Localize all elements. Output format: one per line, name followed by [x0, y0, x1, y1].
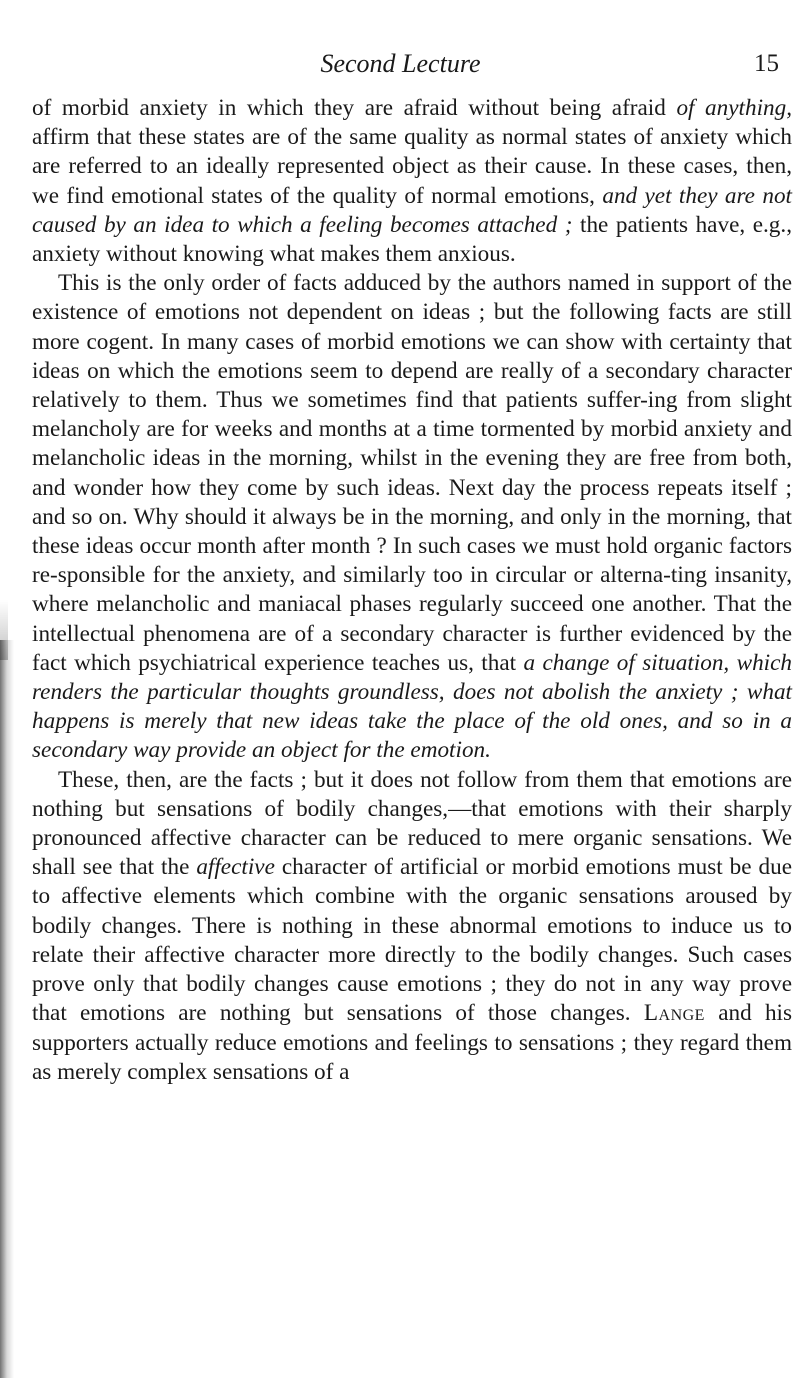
paragraph-1 — [32, 94, 792, 269]
body-text — [32, 94, 792, 1087]
page-number: 15 — [754, 50, 779, 77]
text-run: and his supporters actually reduce emotions and feelings to sensations ; they regard them as merely complex sensations of a — [32, 1000, 792, 1085]
text-run: character of artificial or morbid emotions must be due to affective elements which combine with the organic sensations aroused by bodily changes. There is nothing in these abnormal emotions to induce us to relate their affective character more directly to the bodily changes. Such cases prove only that bodily changes cause emotions ; they do not in any way prove that emotions are nothing but sensations of those changes. — [32, 854, 793, 1027]
small-caps-name: Lange — [643, 1000, 705, 1027]
italic-run: and yet they are not caused by an idea to which a feeling becomes attached ; — [32, 182, 792, 238]
paragraph-2 — [32, 269, 792, 765]
text-run: These, then, are the facts ; but it does not follow from them that emotions are nothing but sensations of bodily changes,—that emotions with their sharply pronounced affective character can be reduced to mere organic sensations. We shall see that the — [32, 766, 792, 881]
italic-run: a change of situation, which renders the particular thoughts groundless, does not abolish the anxiety ; what happens is merely that new ideas take the place of the old ones, and so in a secondary way provide an object for the emotion. — [32, 649, 792, 764]
text-run: affirm that these states are of the same quality as normal states of anxiety which are referred to an ideally represented object as their cause. In these cases, then, we find emotional states of the quality of normal emotions, — [32, 124, 792, 209]
binding-shadow — [0, 640, 14, 1378]
italic-run: affective — [196, 854, 275, 881]
paragraph-3 — [32, 766, 792, 1087]
text-run: of morbid anxiety in which they are afraid without being afraid — [32, 95, 677, 121]
text-run: the patients have, e.g., anxiety without knowing what makes them anxious. — [32, 211, 792, 268]
italic-run: of anything, — [676, 95, 793, 121]
page-header — [0, 44, 801, 84]
running-head: Second Lecture — [320, 49, 481, 78]
text-run: This is the only order of facts adduced by the authors named in support of the existence of emotions not dependent on ideas ; but the following facts are still more cogent. In many cases of morbid emotions we can show with certainty that ideas on which the emotions seem to depend are really of a secondary character relatively to them. Thus we sometimes find that patients suffer-ing from slight melancholy are for weeks and months at a time tormented by morbid anxiety and melancholic ideas in the morning, whilst in the evening they are free from both, and wonder how they come by such ideas. Next day the process repeats itself ; and so on. Why should it always be in the morning, and only in the morning, that these ideas occur month after month ? In such cases we must hold organic factors re-sponsible for the anxiety, and similarly too in circular or alterna-ting insanity, where melancholic and maniacal phases regularly succeed one another. That the intellectual phenomena are of a secondary character is further evidenced by the fact which psychiatrical experience teaches us, that — [32, 270, 792, 676]
